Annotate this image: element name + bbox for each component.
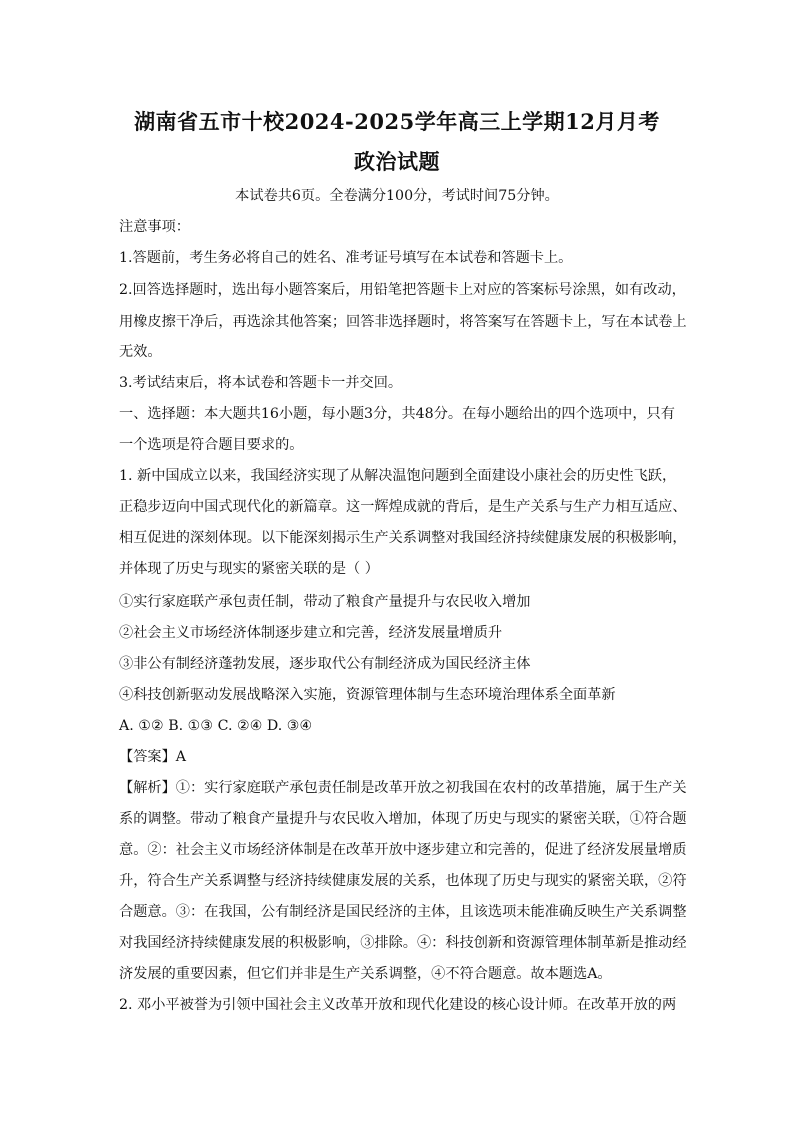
q1-choices: A. ①② B. ①③ C. ②④ D. ③④	[119, 718, 313, 734]
note-item-2-line2: 用橡皮擦干净后，再选涂其他答案；回答非选择题时，将答案写在答题卡上，写在本试卷上	[119, 314, 687, 330]
q1-analysis-line3: 意。②：社会主义市场经济体制是在改革开放中逐步建立和完善的，促进了经济发展量增质	[119, 842, 687, 858]
q1-stem-line2: 正稳步迈向中国式现代化的新篇章。这一辉煌成就的背后，是生产关系与生产力相互适应、	[119, 499, 687, 515]
q1-stem-line4: 并体现了历史与现实的紧密关联的是（ ）	[119, 561, 379, 577]
q1-option-3: ③非公有制经济蓬勃发展，逐步取代公有制经济成为国民经济主体	[119, 656, 531, 672]
section-heading-line1: 一、选择题：本大题共16小题，每小题3分，共48分。在每小题给出的四个选项中，只有	[119, 406, 675, 422]
q1-analysis-line7: 济发展的重要因素，但它们并非是生产关系调整，④不符合题意。故本题选A。	[119, 966, 612, 982]
q1-option-2: ②社会主义市场经济体制逐步建立和完善，经济发展量增质升	[119, 625, 503, 641]
q1-analysis-line6: 对我国经济持续健康发展的积极影响，③排除。④：科技创新和资源管理体制革新是推动经	[119, 935, 687, 951]
exam-title: 湖南省五市十校2024-2025学年高三上学期12月月考	[134, 109, 660, 134]
section-heading-line2: 一个选项是符合题目要求的。	[119, 437, 304, 453]
exam-info: 本试卷共6页。全卷满分100分，考试时间75分钟。	[235, 188, 559, 204]
q1-option-4: ④科技创新驱动发展战略深入实施，资源管理体制与生态环境治理体系全面革新	[119, 687, 616, 703]
q2-stem-line1: 2. 邓小平被誉为引领中国社会主义改革开放和现代化建设的核心设计师。在改革开放的两	[119, 997, 677, 1013]
note-item-1: 1.答题前，考生务必将自己的姓名、准考证号填写在本试卷和答题卡上。	[119, 250, 573, 266]
exam-subject-title: 政治试题	[354, 149, 440, 174]
q1-analysis-line5: 合题意。③：在我国，公有制经济是国民经济的主体，且该选项未能准确反映生产关系调整	[119, 904, 687, 920]
note-item-2-line3: 无效。	[119, 344, 162, 360]
q1-stem-line1: 1. 新中国成立以来，我国经济实现了从解决温饱问题到全面建设小康社会的历史性飞跃，	[119, 468, 677, 484]
notes-heading: 注意事项：	[119, 219, 190, 235]
q1-analysis-line1: 【解析】①：实行家庭联产承包责任制是改革开放之初我国在农村的改革措施，属于生产关	[119, 780, 687, 796]
q1-analysis-line2: 系的调整。带动了粮食产量提升与农民收入增加，体现了历史与现实的紧密关联，①符合题	[119, 811, 687, 827]
note-item-2-line1: 2.回答选择题时，选出每小题答案后，用铅笔把答题卡上对应的答案标号涂黑，如有改动，	[119, 282, 686, 298]
q1-answer: 【答案】A	[119, 749, 186, 765]
q1-analysis-line4: 升，符合生产关系调整与经济持续健康发展的关系，也体现了历史与现实的紧密关联，②符	[119, 873, 687, 889]
note-item-3: 3.考试结束后，将本试卷和答题卡一并交回。	[119, 375, 403, 391]
q1-option-1: ①实行家庭联产承包责任制，带动了粮食产量提升与农民收入增加	[119, 594, 531, 610]
q1-stem-line3: 相互促进的深刻体现。以下能深刻揭示生产关系调整对我国经济持续健康发展的积极影响，	[119, 530, 687, 546]
